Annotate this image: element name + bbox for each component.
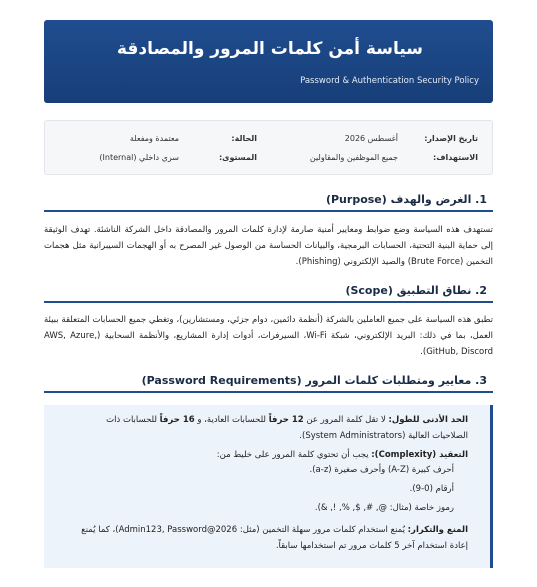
min-length-text-line2: الصلاحيات العالية (System Administrators).	[299, 431, 468, 441]
min-length-item	[106, 415, 468, 425]
reuse-text-line2: إعادة استخدام آخر 5 كلمات مرور تم استخدامها سابقاً.	[275, 541, 468, 551]
complexity-rule-2: أرقام (0-9).	[409, 484, 454, 494]
section-purpose-heading: 1. الغرض والهدف (Purpose)	[44, 193, 493, 212]
metadata-panel	[44, 120, 493, 175]
requirements-box	[44, 405, 493, 568]
reuse-item	[81, 525, 468, 535]
issue-date-value: أغسطس 2026	[344, 134, 398, 143]
page-subtitle: Password & Authentication Security Policy	[300, 76, 479, 86]
min-length-text-1: لا تقل كلمة المرور عن	[306, 415, 386, 425]
section-scope-heading: 2. نطاق التطبيق (Scope)	[44, 284, 493, 303]
audience-label: الاستهداف:	[433, 153, 478, 162]
level-label: المستوى:	[218, 153, 257, 162]
min-length-text-3: للحسابات ذات	[106, 415, 157, 425]
header-banner	[44, 20, 493, 103]
level-value: سري داخلي (Internal)	[99, 153, 179, 162]
min-length-text-2: للحسابات العادية، و	[197, 415, 266, 425]
issue-date-label: تاريخ الإصدار:	[424, 134, 478, 143]
section-purpose-text: تستهدف هذه السياسة وضع ضوابط ومعايير أمنية صارمة لإدارة كلمات المرور والمصادقة داخل الشركة الناشئة. تهدف الوثيقة إلى حماية البنية التحتية، الحسابات البرمجية، والبيانات الحساسة من الوصول غير المصرح به أو الهجمات السيبرانية مثل هجمات التخمين (Brute Force) والصيد الإلكتروني (Phishing).	[44, 225, 493, 267]
complexity-rule-1: أحرف كبيرة (A-Z) وأحرف صغيرة (a-z).	[309, 465, 454, 475]
status-label: الحالة:	[231, 134, 257, 143]
complexity-rule-3: رموز خاصة (مثال: @, #, $, %, !, &).	[314, 503, 454, 513]
section-requirements-heading: 3. معايير ومتطلبات كلمات المرور (Password Requirements)	[44, 374, 493, 393]
min-length-chars-standard: 12 حرفاً	[268, 415, 304, 425]
complexity-label: التعقيد (Complexity):	[371, 450, 468, 460]
status-value: معتمدة ومفعلة	[129, 134, 179, 143]
complexity-text: يجب أن تحتوي كلمة المرور على خليط من:	[216, 450, 369, 460]
page-title: سياسة أمن كلمات المرور والمصادقة	[116, 39, 423, 59]
min-length-chars-privileged: 16 حرفاً	[159, 415, 195, 425]
complexity-item	[217, 450, 468, 460]
section-scope-text: تطبق هذه السياسة على جميع العاملين بالشركة (أنظمة دائمين، دوام جزئي، ومستشارين)، وتغطي جميع الحسابات المتعلقة ببيئة العمل، بما في ذلك: البريد الإلكتروني، شبكة Wi-Fi، السيرفرات، أدوات إدارة المشاريع، والأنظمة السحابية (AWS, Azure, GitHub, Discord).	[44, 315, 493, 357]
min-length-label: الحد الأدنى للطول:	[388, 415, 468, 425]
audience-value: جميع الموظفين والمقاولين	[309, 153, 398, 162]
reuse-label: المنع والتكرار:	[407, 525, 468, 535]
reuse-text-1: يُمنع استخدام كلمات مرور سهلة التخمين (مثل: Admin123, Password@2026)، كما يُمنع	[81, 525, 405, 535]
